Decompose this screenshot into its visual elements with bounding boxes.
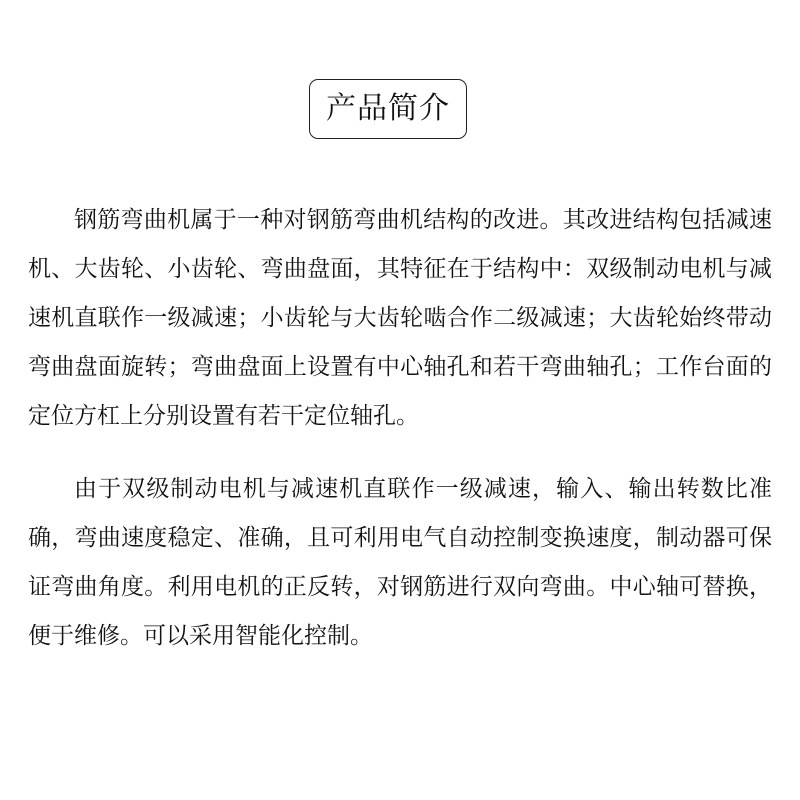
product-description — [28, 196, 772, 661]
description-paragraph-1: 钢筋弯曲机属于一种对钢筋弯曲机结构的改进。其改进结构包括减速机、大齿轮、小齿轮、弯曲盘面，其特征在于结构中：双级制动电机与减速机直联作一级减速；小齿轮与大齿轮啮合作二级减速；大齿轮始终带动弯曲盘面旋转；弯曲盘面上设置有中心轴孔和若干弯曲轴孔；工作台面的定位方杠上分别设置有若干定位轴孔。 — [28, 207, 772, 429]
description-paragraph-2: 由于双级制动电机与减速机直联作一级减速，输入、输出转数比准确，弯曲速度稳定、准确，且可利用电气自动控制变换速度，制动器可保证弯曲角度。利用电机的正反转，对钢筋进行双向弯曲。中心轴可替换，便于维修。可以采用智能化控制。 — [28, 476, 772, 649]
title-box — [309, 79, 467, 139]
page-title: 产品简介 — [326, 91, 450, 126]
